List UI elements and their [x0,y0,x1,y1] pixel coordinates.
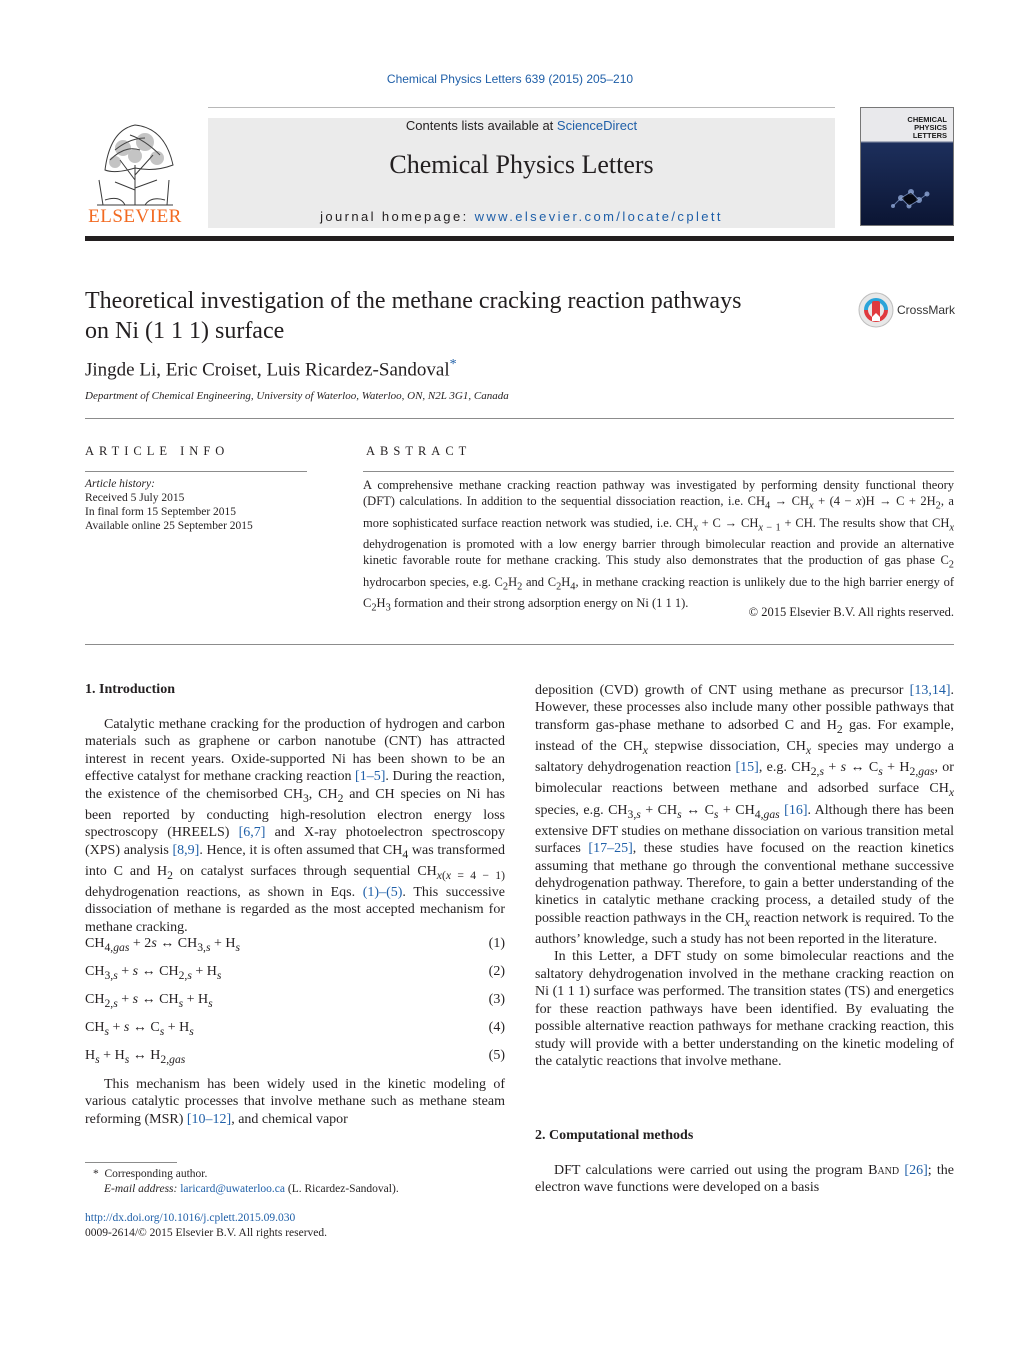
crossmark-label[interactable]: CrossMark [897,303,956,317]
equation-1 [85,936,505,956]
equation-2-number: (2) [488,964,505,979]
equation-4-number: (4) [488,1020,505,1035]
crossmark-icon[interactable] [858,292,894,328]
cover-title: CHEMICAL PHYSICS LETTERS [907,115,947,140]
author-list [85,357,457,381]
title-rule [85,418,954,419]
homepage-link[interactable]: www.elsevier.com/locate/cplett [474,209,723,224]
article-title-line-1: Theoretical investigation of the methane cracking reaction pathways [85,288,742,314]
article-history [85,477,325,533]
history-label: Article history: [85,478,155,490]
article-title-line-2: on Ni (1 1 1) surface [85,318,285,344]
intro-paragraph-2: This mechanism has been widely used in the kinetic modeling of various catalytic processes that involve methane such as methane steam reforming (MSR) [10–12], and chemical vapor [85,1077,505,1127]
section-title-computational-methods: 2. Computational methods [535,1128,694,1143]
equation-4-text: $CH_s + s$ ↔ $C_s + H_s$ [85,1020,194,1038]
journal-reference[interactable]: Chemical Physics Letters 639 (2015) 205–210 [386,72,634,86]
equation-5 [85,1048,505,1068]
abstract-rule-bottom [85,644,954,645]
cover-molecule-art [861,168,953,226]
sciencedirect-link[interactable]: ScienceDirect [556,118,638,133]
footnote [85,1167,505,1197]
header-bottom-rule [85,236,954,241]
equation-3-text: $CH_{2,s} + s$ ↔ $CH_s + H_s$ [85,992,213,1010]
journal-title: Chemical Physics Letters [389,150,654,179]
methods-paragraph-1: DFT calculations were carried out using the program Band [26]; the electron wave functions were developed on a basis [535,1163,955,1196]
contents-prefix: Contents lists available at [405,118,557,133]
journal-homepage [208,209,835,224]
abstract-text: A comprehensive methane cracking reaction pathway was investigated by performing density functional theory (DFT) calculations. In addition to the sequential dissociation reaction, i.e. $CH_4 \to CH_x + (4 - x)H \to C + 2H_2$, a more sophisticated surface reaction network was studied, i.e. $CH_x + C \to CH_{x - 1}$ + CH. The results show that $CH_x$ dehydrogenation is promoted with a low energy barrier through bimolecular reaction and provide an alternative kinetic favorable route for methane cracking. This study also demonstrates that the production of gas phase $C_2$ hydrocarbon species, e.g. $C_2H_2$ and $C_2H_4$, in methane cracking reaction is unlikely due to the high barrier energy of $C_2H_3$ formation and their strong adsorption energy on Ni (1 1 1). [363,478,955,614]
section-title-introduction: 1. Introduction [85,682,175,697]
doi-link[interactable]: http://dx.doi.org/10.1016/j.cplett.2015.09.030 [85,1212,296,1224]
received-date: Received 5 July 2015 [85,492,185,504]
footnote-rule [85,1162,177,1163]
equation-5-number: (5) [488,1048,505,1063]
article-info-heading: ARTICLE INFO [85,444,230,458]
abstract-rule [363,471,954,472]
contents-line [208,118,835,133]
equation-1-number: (1) [488,936,505,951]
equation-4 [85,1020,505,1040]
equation-2 [85,964,505,984]
equation-2-text: $CH_{3,s} + s$ ↔ $CH_{2,s} + H_s$ [85,964,222,982]
header-top-rule [208,107,835,108]
footnote-corresponding-text: Corresponding author. [104,1168,208,1180]
footnote-marker: * [93,1168,99,1180]
affiliation: Department of Chemical Engineering, University of Waterloo, Waterloo, ON, N2L 3G1, Canada [85,390,509,402]
equation-3-number: (3) [488,992,505,1007]
footnote-email-label: E-mail address: [104,1183,181,1195]
abstract-copyright: © 2015 Elsevier B.V. All rights reserved. [748,605,954,619]
abstract-heading: ABSTRACT [366,444,472,458]
online-date: Available online 25 September 2015 [85,520,253,532]
footnote-corresponding [85,1167,505,1182]
final-form-date: In final form 15 September 2015 [85,506,237,518]
corresponding-author-marker[interactable]: * [449,357,457,372]
intro-paragraph-3: deposition (CVD) growth of CNT using methane as precursor [13,14]. However, these processes also include many other possible pathways that transform gas-phase methane to adsorbed C and $H_2$ gas. For example, instead of the $CH_x$ stepwise dissociation, $CH_x$ species may undergo a saltatory dehydrogenation reaction [15], e.g. $CH_{2,s} + s$ ↔ $C_s + H_{2,gas}$, or bimolecular reactions between methane and adsorbed surface $CH_x$ species, e.g. $CH_{3,s} + CH_s$ ↔ $C_s + CH_{4,gas}$ [16]. Although there has been extensive DFT studies on methane dissociation on various transition metal surfaces [17–25], these studies have focused on the reaction kinetics assuming that methane go through the conventional methane successive dehydrogenation pathway. Therefore, to gain a better understanding of the kinetics in catalytic methane cracking process, a detailed study of the possible reaction pathways in the $CH_x$ reaction network is required. To the authors’ knowledge, such a study has not been reported in the literature. In this Letter, a DFT study on some bimolecular reactions and the saltatory dehydrogenation involved in the methane cracking reaction on Ni (1 1 1) surface was performed. The transition states (TS) and energetics for these reaction pathways have been identified. By evaluating the possible alternative reaction pathways for methane cracking reaction, this study will provide with a better understanding on the kinetic modeling of the catalytic reactions that involve methane. [535,683,955,1069]
article-title [85,286,845,346]
journal-cover-thumbnail[interactable] [860,107,954,226]
equation-1-text: $CH_{4,gas} + 2s$ ↔ $CH_{3,s} + H_s$ [85,936,241,954]
doi-block [85,1211,327,1241]
homepage-prefix: journal homepage: [320,209,475,224]
article-info-rule [85,471,307,472]
intro-paragraph-1: Catalytic methane cracking for the production of hydrogen and carbon materials such as graphene or carbon nanotube (CNT) has attracted interest in recent years. Oxide-supported Ni has been shown to be an effective catalyst for methane cracking reaction [1–5]. During the reaction, the existence of the chemisorbed $CH_3$, $CH_2$ and CH species on Ni has been reported by conducting high-resolution electron energy loss spectroscopy (HREELS) [6,7] and X-ray photoelectron spectroscopy (XPS) analysis [8,9]. Hence, it is often assumed that $CH_4$ was transformed into C and $H_2$ on catalyst surfaces through sequential $CH_{x(x = 4 - 1)}$ dehydrogenation reactions, as shown in Eqs. (1)–(5). This successive dissociation of methane is regarded as the most accepted mechanism for methane cracking. [85,717,505,935]
issn-line: 0009-2614/© 2015 Elsevier B.V. All rights reserved. [85,1227,328,1239]
footnote-email-link[interactable]: laricard@uwaterloo.ca [180,1183,286,1195]
footnote-email-owner: (L. Ricardez-Sandoval). [285,1183,399,1195]
footnote-email-line [85,1182,505,1197]
authors-names: Jingde Li, Eric Croiset, Luis Ricardez-Sandoval [85,359,450,381]
equation-3 [85,992,505,1012]
elsevier-wordmark: ELSEVIER [88,206,182,227]
equation-5-text: $H_s + H_s$ ↔ $H_{2,gas}$ [85,1048,186,1066]
